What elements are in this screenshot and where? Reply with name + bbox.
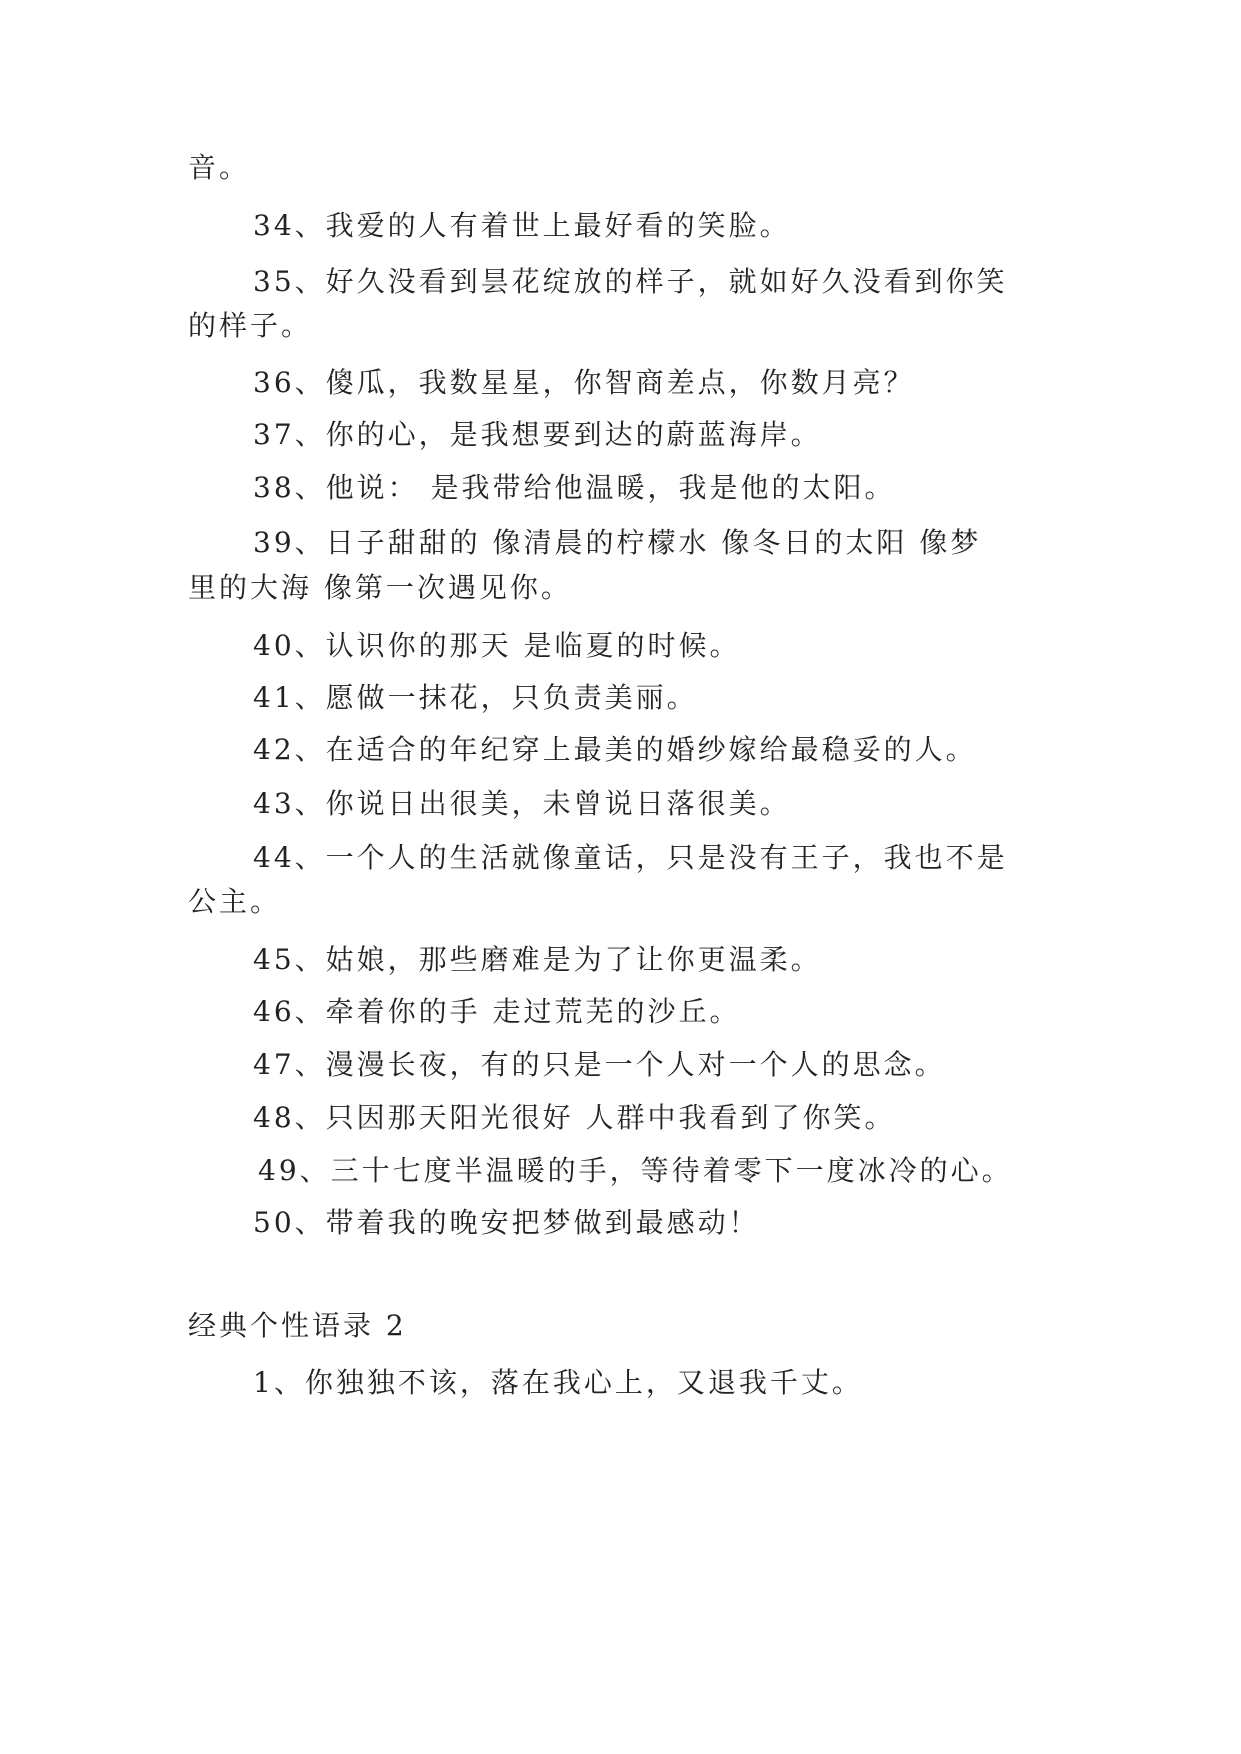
quote-41: 41、愿做一抹花，只负责美丽。 [253, 681, 698, 714]
quote-39: 39、日子甜甜的 像清晨的柠檬水 像冬日的太阳 像梦 [253, 526, 982, 559]
quote-43: 43、你说日出很美，未曾说日落很美。 [253, 787, 791, 820]
section-title: 经典个性语录 2 [188, 1309, 407, 1342]
quote-36: 36、傻瓜，我数星星，你智商差点，你数月亮？ [253, 366, 915, 399]
section-quote-1: 1、你独独不该，落在我心上，又退我千丈。 [253, 1366, 863, 1399]
quote-49: 49、三十七度半温暖的手，等待着零下一度冰冷的心。 [258, 1154, 1013, 1187]
quote-35: 35、好久没看到昙花绽放的样子，就如好久没看到你笑 [253, 265, 1008, 298]
paragraph-continuation: 音。 [188, 151, 251, 184]
quote-45: 45、姑娘，那些磨难是为了让你更温柔。 [253, 943, 822, 976]
quote-38: 38、他说： 是我带给他温暖，我是他的太阳。 [253, 471, 896, 504]
quote-34: 34、我爱的人有着世上最好看的笑脸。 [253, 209, 791, 242]
quote-47: 47、漫漫长夜，有的只是一个人对一个人的思念。 [253, 1048, 946, 1081]
quote-35-continuation: 的样子。 [188, 309, 313, 342]
quote-40: 40、认识你的那天 是临夏的时候。 [253, 629, 741, 662]
quote-44: 44、一个人的生活就像童话，只是没有王子，我也不是 [253, 841, 1008, 874]
quote-42: 42、在适合的年纪穿上最美的婚纱嫁给最稳妥的人。 [253, 733, 977, 766]
quote-48: 48、只因那天阳光很好 人群中我看到了你笑。 [253, 1101, 896, 1134]
quote-39-continuation: 里的大海 像第一次遇见你。 [188, 571, 572, 604]
quote-44-continuation: 公主。 [188, 885, 282, 918]
quote-37: 37、你的心，是我想要到达的蔚蓝海岸。 [253, 418, 822, 451]
quote-46: 46、牵着你的手 走过荒芜的沙丘。 [253, 995, 741, 1028]
quote-50: 50、带着我的晚安把梦做到最感动！ [253, 1206, 760, 1239]
